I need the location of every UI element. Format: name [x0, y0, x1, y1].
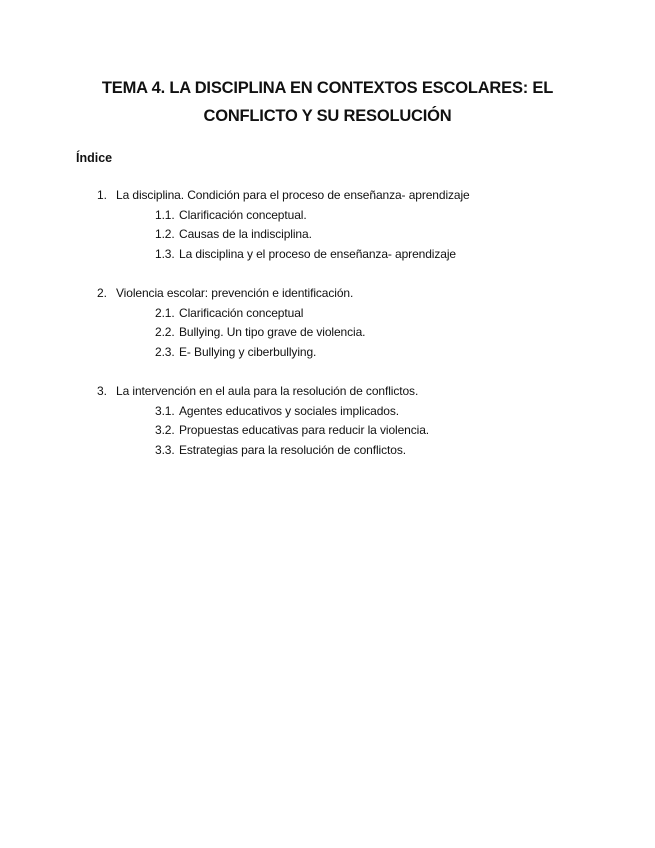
item-number: 1.2.: [155, 227, 175, 241]
item-label: La intervención en el aula para la resolución de conflictos.: [116, 384, 419, 398]
document-title-line-1: TEMA 4. LA DISCIPLINA EN CONTEXTOS ESCOLARES: EL: [101, 79, 554, 97]
item-number: 2.1.: [155, 305, 175, 320]
item-label: La disciplina y el proceso de enseñanza- aprendizaje: [179, 246, 456, 261]
index-heading: Índice: [76, 151, 113, 165]
item-label: Clarificación conceptual.: [179, 207, 307, 222]
item-label: Causas de la indisciplina.: [179, 227, 312, 241]
item-number: 2.2.: [155, 325, 175, 339]
item-label: Bullying. Un tipo grave de violencia.: [179, 325, 366, 339]
item-number: 1.: [97, 188, 107, 202]
item-number: 1.3.: [155, 246, 175, 261]
item-number: 3.1.: [155, 403, 175, 418]
item-label: Agentes educativos y sociales implicados.: [179, 403, 400, 418]
item-number: 3.2.: [155, 423, 175, 437]
document-title-line-2: CONFLICTO Y SU RESOLUCIÓN: [203, 107, 452, 125]
item-label: Clarificación conceptual: [179, 305, 304, 320]
item-number: 3.: [97, 384, 107, 398]
item-number: 2.3.: [155, 344, 175, 359]
item-label: Violencia escolar: prevención e identificación.: [116, 286, 354, 300]
item-label: Estrategias para la resolución de conflictos.: [179, 442, 406, 457]
item-label: Propuestas educativas para reducir la violencia.: [179, 423, 430, 437]
item-label: E- Bullying y ciberbullying.: [179, 344, 317, 359]
item-number: 3.3.: [155, 442, 175, 457]
item-label: La disciplina. Condición para el proceso de enseñanza- aprendizaje: [116, 188, 470, 202]
item-number: 1.1.: [155, 207, 175, 222]
item-number: 2.: [97, 286, 107, 300]
